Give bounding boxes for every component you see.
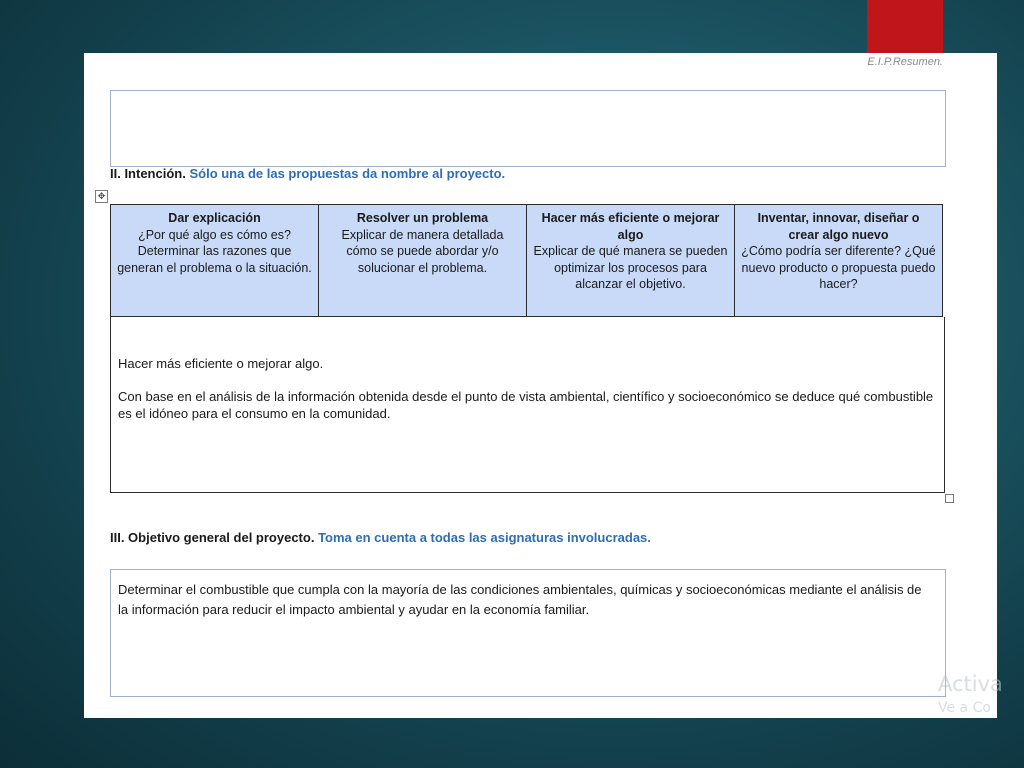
section-objective-heading [110, 530, 651, 545]
option-title: Dar explicación [168, 211, 261, 225]
section-intention-title: II. Intención. [110, 166, 186, 181]
red-accent-tab [867, 0, 943, 54]
option-description: ¿Cómo podría ser diferente? ¿Qué nuevo producto o propuesta puedo hacer? [741, 244, 936, 291]
table-resize-handle[interactable] [945, 494, 954, 503]
option-cell[interactable] [111, 205, 319, 317]
option-description: Explicar de manera detallada cómo se puede abordar y/o solucionar el problema. [341, 227, 504, 275]
section-objective-title: III. Objetivo general del proyecto. [110, 530, 315, 545]
intention-body-text: Con base en el análisis de la información obtenida desde el punto de vista ambiental, científico y socioeconómico se deduce qué combustible es el idóneo para el consumo en la comunidad. [118, 389, 934, 421]
intention-selected-text: Hacer más eficiente o mejorar algo. [118, 356, 324, 371]
objective-text-box[interactable] [110, 569, 946, 697]
option-title: Resolver un problema [356, 211, 489, 225]
section-intention-note: Sólo una de las propuestas da nombre al proyecto. [189, 166, 506, 181]
section-intention-heading [110, 166, 505, 181]
option-title: Hacer más eficiente o mejorar algo [541, 211, 720, 242]
intention-options-table [110, 204, 943, 317]
table-move-handle-icon[interactable]: ✥ [95, 190, 108, 203]
option-cell[interactable] [319, 205, 527, 317]
activation-watermark-subtitle: Ve a Co [938, 700, 991, 716]
document-header: E.I.P.Resumen. [867, 56, 943, 68]
option-cell[interactable] [735, 205, 943, 317]
section-objective-note: Toma en cuenta a todas las asignaturas involucradas. [318, 530, 651, 545]
option-cell[interactable] [527, 205, 735, 317]
option-description: Explicar de qué manera se pueden optimizar los procesos para alcanzar el objetivo. [533, 244, 728, 291]
document-page [84, 53, 997, 718]
empty-text-box[interactable] [110, 90, 946, 167]
activation-watermark-title: Activa [938, 672, 1003, 696]
option-description: ¿Por qué algo es cómo es? Determinar las razones que generan el problema o la situación. [117, 227, 312, 275]
objective-body-text: Determinar el combustible que cumpla con la mayoría de las condiciones ambientales, químicas y socioeconómicas mediante el análisis de la información para reducir el impacto ambiental y ayudar en la economía familiar. [118, 582, 922, 617]
intention-content-cell[interactable] [110, 317, 945, 493]
option-title: Inventar, innovar, diseñar o crear algo nuevo [757, 211, 920, 242]
table-row [111, 205, 943, 317]
